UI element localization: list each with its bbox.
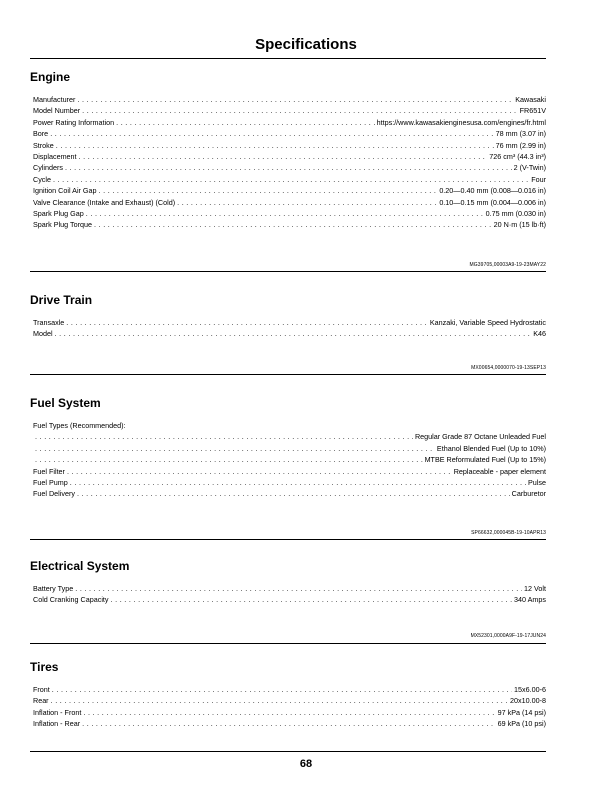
spec-label: Inflation - Rear — [33, 719, 81, 729]
spec-value: Four — [531, 174, 546, 184]
spec-value: 0.75 mm (0.030 in) — [485, 208, 546, 218]
spec-row — [30, 208, 546, 219]
divider — [30, 374, 546, 375]
spec-row — [30, 583, 546, 594]
dot-leader — [116, 117, 375, 128]
dot-leader — [35, 454, 423, 465]
spec-value: Kanzaki, Variable Speed Hydrostatic — [429, 318, 546, 327]
reference-code: MX52301,0000A9F-19-17JUN24 — [470, 633, 546, 639]
spec-value: 69 kPa (10 psi) — [497, 719, 546, 729]
dot-leader — [56, 140, 494, 151]
spec-label: Cold Cranking Capacity — [33, 595, 109, 605]
spec-value: 20 N·m (15 lb·ft) — [493, 220, 546, 230]
spec-label: Battery Type — [33, 584, 74, 593]
dot-leader — [35, 443, 435, 454]
divider — [30, 751, 546, 752]
section-drive-train — [30, 292, 546, 340]
section-title: Drive Train — [30, 293, 93, 307]
spec-label: Inflation - Front — [33, 707, 82, 717]
page-title: Specifications — [255, 36, 357, 53]
dot-leader — [111, 594, 513, 605]
spec-row — [30, 328, 546, 339]
spec-row — [30, 162, 546, 173]
divider — [30, 643, 546, 644]
spec-row — [30, 488, 546, 499]
spec-row — [30, 317, 546, 328]
reference-code: MG39705,00003A9-19-23MAY22 — [469, 262, 546, 268]
spec-label: Ignition Coil Air Gap — [33, 186, 97, 196]
spec-value: 12 Volt — [524, 584, 546, 593]
spec-label: Valve Clearance (Intake and Exhaust) (Cold) — [33, 197, 176, 207]
spec-row — [30, 695, 546, 706]
spec-label: Spark Plug Gap — [33, 208, 84, 218]
section-title: Engine — [30, 70, 71, 84]
spec-row — [30, 197, 546, 208]
dot-leader — [50, 128, 493, 139]
spec-value: Regular Grade 87 Octane Unleaded Fuel — [414, 432, 546, 442]
spec-value: https://www.kawasakienginesusa.com/engines/fr.html — [376, 117, 546, 127]
spec-value: 0.10—0.15 mm (0.004—0.006 in) — [439, 197, 546, 207]
spec-value: 340 Amps — [514, 595, 546, 605]
spec-value: Kawasaki — [515, 95, 546, 104]
spec-row — [30, 151, 546, 162]
dot-leader — [82, 105, 517, 116]
spec-value: 97 kPa (14 psi) — [497, 707, 546, 717]
spec-value: Replaceable - paper element — [453, 466, 546, 476]
dot-leader — [75, 583, 522, 594]
spec-label: Fuel Types (Recommended): — [33, 421, 126, 430]
spec-row — [30, 94, 546, 105]
dot-leader — [55, 328, 532, 339]
spec-value: MTBE Reformulated Fuel (Up to 15%) — [424, 455, 546, 465]
section-title: Electrical System — [30, 559, 130, 573]
divider — [30, 539, 546, 540]
spec-value: 726 cm³ (44.3 in³) — [489, 151, 546, 161]
dot-leader — [77, 488, 510, 499]
spec-row — [30, 466, 546, 477]
dot-leader — [83, 707, 495, 718]
spec-value: K46 — [533, 329, 546, 339]
spec-row — [30, 128, 546, 139]
spec-row — [30, 117, 546, 128]
dot-leader — [177, 197, 437, 208]
spec-value: 78 mm (3.07 in) — [495, 129, 546, 139]
spec-row — [30, 443, 546, 454]
spec-label: Fuel Filter — [33, 466, 65, 476]
dot-leader — [67, 466, 452, 477]
spec-row — [30, 718, 546, 729]
dot-leader — [66, 317, 428, 328]
spec-row — [30, 105, 546, 116]
spec-label: Fuel Delivery — [33, 489, 75, 499]
dot-leader — [65, 162, 512, 173]
spec-label: Stroke — [33, 140, 54, 150]
spec-row — [30, 594, 546, 605]
spec-row — [30, 707, 546, 718]
spec-row — [30, 431, 546, 442]
divider — [30, 58, 546, 59]
spec-row — [30, 477, 546, 488]
dot-leader — [99, 185, 438, 196]
spec-row — [30, 174, 546, 185]
spec-label: Front — [33, 685, 50, 694]
spec-row — [30, 140, 546, 151]
spec-label: Displacement — [33, 151, 77, 161]
spec-label: Transaxle — [33, 318, 65, 327]
spec-row — [30, 420, 546, 431]
dot-leader — [82, 718, 496, 729]
spec-value: 20x10.00-8 — [510, 696, 546, 706]
spec-value: 2 (V-Twin) — [513, 163, 546, 173]
dot-leader — [79, 151, 488, 162]
spec-value: Carburetor — [511, 489, 546, 499]
section-electrical-system — [30, 558, 546, 606]
dot-leader — [53, 174, 529, 185]
spec-row — [30, 185, 546, 196]
spec-label: Bore — [33, 129, 49, 139]
spec-label: Spark Plug Torque — [33, 220, 93, 230]
divider — [30, 271, 546, 272]
spec-row — [30, 684, 546, 695]
section-fuel-system — [30, 395, 546, 500]
spec-label: Manufacturer — [33, 95, 76, 104]
dot-leader — [51, 695, 508, 706]
spec-label: Power Rating Information — [33, 117, 115, 127]
spec-value: 0.20—0.40 mm (0.008—0.016 in) — [439, 186, 546, 196]
spec-row — [30, 454, 546, 465]
spec-label: Model — [33, 329, 53, 339]
spec-row — [30, 219, 546, 230]
dot-leader — [94, 219, 492, 230]
spec-value: FR651V — [519, 106, 546, 116]
page-number: 68 — [299, 758, 313, 770]
section-engine — [30, 69, 546, 231]
spec-value: Pulse — [528, 477, 546, 487]
dot-leader — [77, 94, 513, 105]
spec-label: Rear — [33, 696, 49, 706]
dot-leader — [35, 431, 413, 442]
spec-label: Cylinders — [33, 163, 63, 173]
reference-code: MX00654,0000070-19-13SEP13 — [471, 365, 546, 371]
dot-leader — [86, 208, 484, 219]
spec-label: Model Number — [33, 106, 81, 116]
dot-leader — [70, 477, 526, 488]
section-title: Tires — [30, 660, 59, 674]
spec-label: Cycle — [33, 174, 51, 184]
spec-value: 15x6.00-6 — [514, 685, 546, 694]
section-title: Fuel System — [30, 396, 101, 410]
reference-code: SP66632,000045B-19-10APR13 — [471, 530, 546, 536]
spec-value: Ethanol Blended Fuel (Up to 10%) — [436, 443, 546, 453]
spec-label: Fuel Pump — [33, 477, 68, 487]
section-tires — [30, 659, 546, 730]
dot-leader — [52, 684, 512, 695]
spec-value: 76 mm (2.99 in) — [495, 140, 546, 150]
